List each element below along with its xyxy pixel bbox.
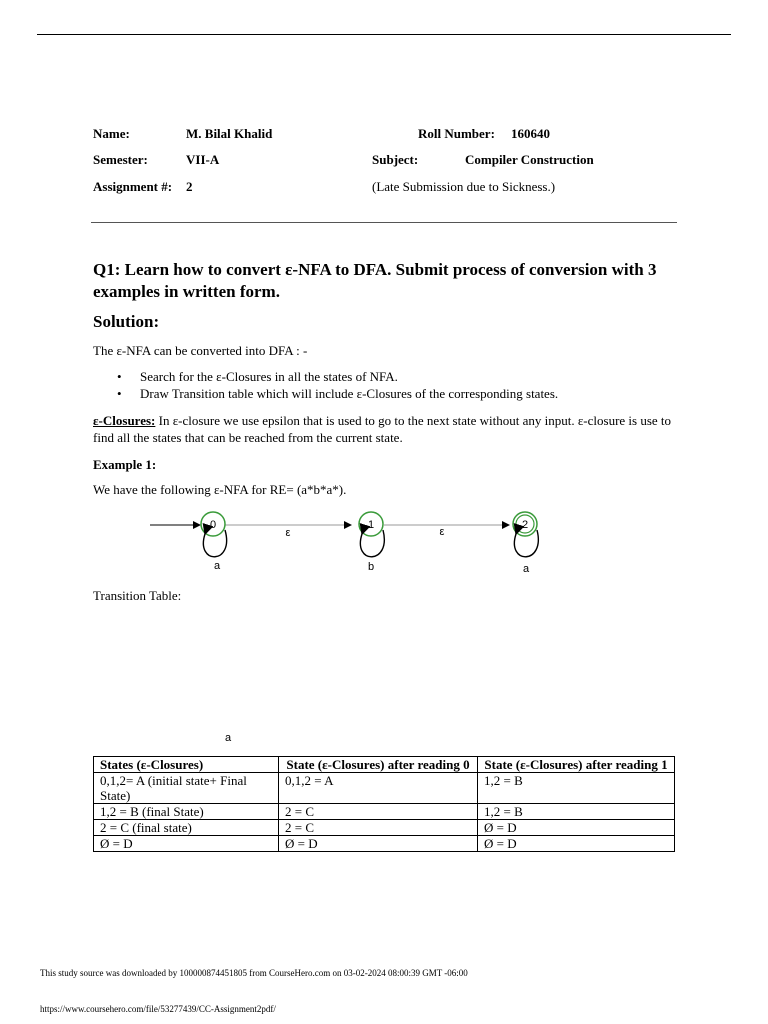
solution-title: Solution: [93,312,160,331]
state-label: 1 [367,519,375,531]
loop-label: a [522,563,530,575]
closure-text: In ε-closure we use epsilon that is used to go to the next state without any input. ε-closure is use to find all the states that can be reached from the current state. [93,413,672,445]
state-label: 0 [209,519,217,531]
semester-label: Semester: [93,152,148,167]
steps-list [93,368,693,402]
example-1-text: We have the following ε-NFA for RE= (a*b*a*). [93,482,347,497]
table-cell: 2 = C (final state) [94,820,279,836]
table-cell: 1,2 = B [478,804,675,820]
table-cell: Ø = D [279,836,478,852]
table-cell: Ø = D [478,820,675,836]
assignment-value: 2 [186,179,193,194]
stray-label: a [225,732,232,744]
table-header-row [94,757,675,773]
table-cell: 1,2 = B [478,773,675,804]
edge-label: ε [285,527,291,539]
loop-label: b [367,561,375,573]
name-label: Name: [93,126,130,141]
table-cell: 0,1,2= A (initial state+ Final State) [94,773,279,804]
download-notice: This study source was downloaded by 100000874451805 from CourseHero.com on 03-02-2024 08:00:39 GMT -06:00 [40,968,468,978]
semester-value: VII-A [186,152,220,167]
table-cell: Ø = D [478,836,675,852]
state-label: 2 [521,519,529,531]
table-cell: 2 = C [279,820,478,836]
question-title: Q1: Learn how to convert ε-NFA to DFA. Submit process of conversion with 3 examples in written form. [93,260,657,301]
table-row [94,773,675,804]
column-header: State (ε-Closures) after reading 0 [279,757,478,773]
name-value: M. Bilal Khalid [186,126,273,141]
header-rule [91,222,677,223]
closure-title: ε-Closures: [93,413,156,428]
table-row [94,820,675,836]
assignment-label: Assignment #: [93,179,173,194]
list-item: • Search for the ε-Closures in all the states of NFA. [93,368,693,385]
table-row [94,836,675,852]
example-1-title: Example 1: [93,457,157,472]
column-header: States (ε-Closures) [94,757,279,773]
subject-value: Compiler Construction [465,152,594,167]
table-cell: 2 = C [279,804,478,820]
table-cell: Ø = D [94,836,279,852]
table-cell: 1,2 = B (final State) [94,804,279,820]
roll-number-value: 160640 [511,126,550,141]
list-item: • Draw Transition table which will include ε-Closures of the corresponding states. [93,385,693,402]
subject-label: Subject: [372,152,419,167]
closure-paragraph [93,412,677,446]
loop-label: a [213,560,221,572]
table-row [94,804,675,820]
intro-text: The ε-NFA can be converted into DFA : - [93,343,308,358]
column-header: State (ε-Closures) after reading 1 [478,757,675,773]
roll-number-label: Roll Number: [418,126,495,141]
table-cell: 0,1,2 = A [279,773,478,804]
nfa-diagram [140,505,560,580]
source-url[interactable]: https://www.coursehero.com/file/53277439/CC-Assignment2pdf/ [40,1004,276,1014]
transition-table [93,756,675,852]
transition-table-label: Transition Table: [93,588,182,603]
top-rule [37,34,731,35]
late-submission-note: (Late Submission due to Sickness.) [372,179,556,194]
edge-label: ε [439,526,445,538]
